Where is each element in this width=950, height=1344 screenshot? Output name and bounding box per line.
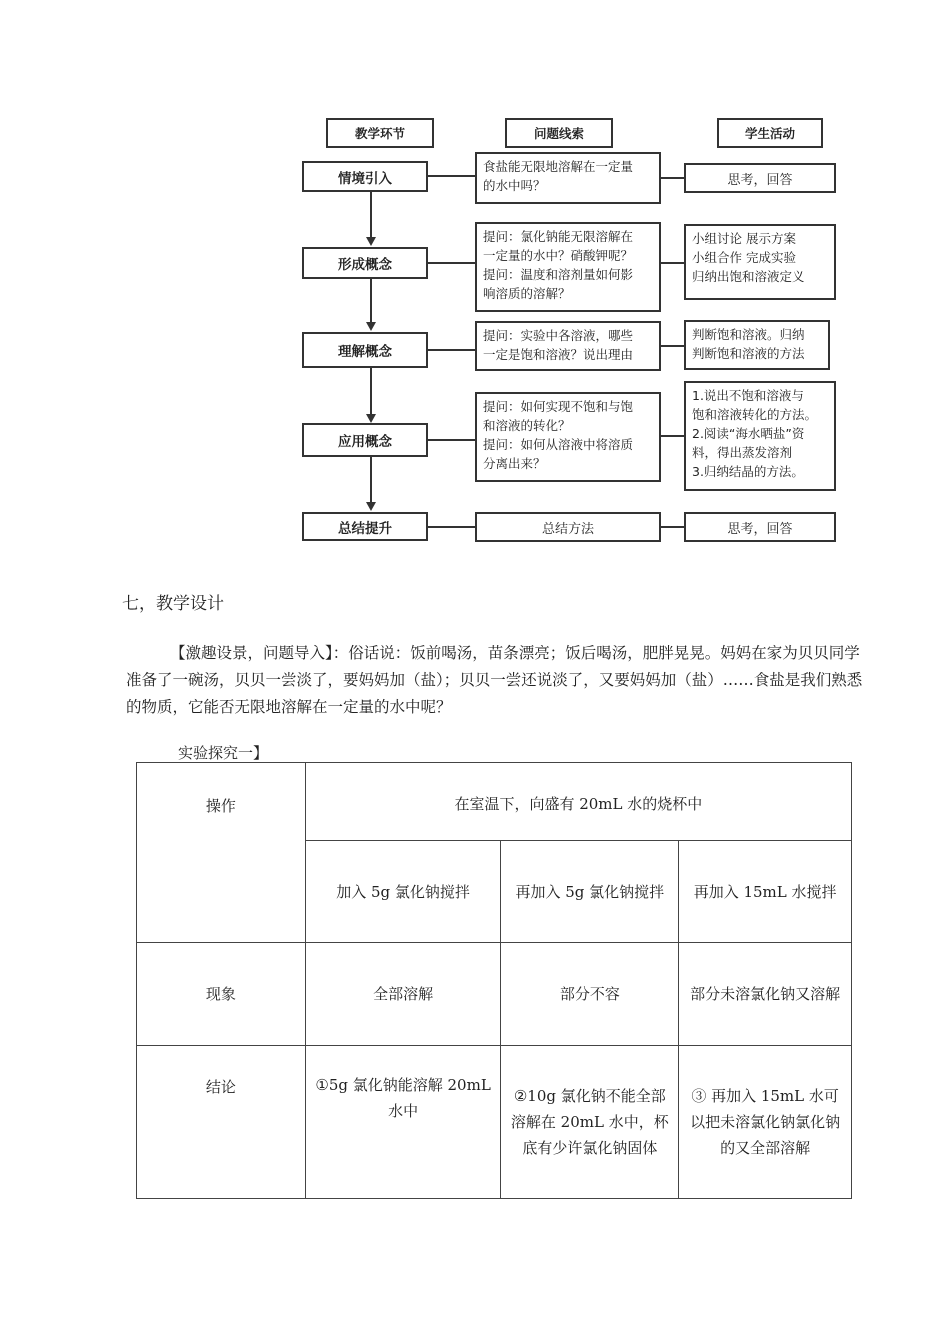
phenomenon-cell: 部分未溶氯化钠又溶解 (679, 943, 852, 1046)
phenomenon-label-cell: 现象 (137, 943, 306, 1046)
question-line: 提问：如何实现不饱和与饱 (483, 399, 634, 414)
question-box-3 (475, 321, 661, 371)
activity-line: 小组合作 完成实验 (692, 250, 796, 265)
question-line: 提问：如何从溶液中将溶质 (483, 437, 634, 452)
step-cell: 再加入 5g 氯化钠搅拌 (501, 841, 679, 943)
phenomenon-cell: 全部溶解 (305, 943, 501, 1046)
question-box-5 (475, 512, 661, 542)
table-caption: 实验探究一】 (178, 744, 269, 762)
table-row (137, 1046, 852, 1199)
conclusion-cell: ③ 再加入 15mL 水可以把未溶氯化钠氯化钠的又全部溶解 (679, 1046, 852, 1199)
activity-line: 2.阅读“海水晒盐”资 (692, 426, 805, 441)
question-line: 食盐能无限地溶解在一定量 (483, 159, 634, 174)
activity-line: 1.说出不饱和溶液与 (692, 388, 804, 403)
stage-summary: 总结提升 (302, 512, 428, 541)
question-box-1 (475, 152, 661, 204)
stage-situation-intro: 情境引入 (302, 161, 428, 192)
phenomenon-cell: 部分不容 (501, 943, 679, 1046)
intro-paragraph: 【激趣设景，问题导入】：俗话说：饭前喝汤，苗条漂亮；饭后喝汤，肥胖晃晃。妈妈在家为贝贝同学准备了一碗汤，贝贝一尝淡了，要妈妈加（盐）；贝贝一尝还说淡了，又要妈妈加（盐）……食盐是我们熟悉的物质，它能否无限地溶解在一定量的水中呢？ (126, 644, 863, 716)
activity-box-4 (684, 381, 836, 491)
stage-understand-concept: 理解概念 (302, 332, 428, 368)
step-cell: 加入 5g 氯化钠搅拌 (305, 841, 501, 943)
header-question-clue: 问题线索 (505, 118, 613, 148)
question-box-2 (475, 222, 661, 312)
activity-box-2 (684, 224, 836, 300)
activity-line: 归纳出饱和溶液定义 (692, 269, 805, 284)
conclusion-label-cell: 结论 (137, 1046, 306, 1199)
conclusion-cell: ②10g 氯化钠不能全部溶解在 20mL 水中，杯底有少许氯化钠固体 (501, 1046, 679, 1199)
question-line: 总结方法 (541, 521, 594, 537)
activity-line: 3.归纳结晶的方法。 (692, 464, 804, 479)
experiment-table (136, 762, 852, 1199)
activity-line: 思考，回答 (727, 521, 793, 537)
operation-header-cell: 在室温下，向盛有 20mL 水的烧杯中 (305, 763, 851, 841)
activity-line: 判断饱和溶液的方法 (692, 346, 805, 361)
activity-line: 判断饱和溶液。归纳 (692, 327, 805, 342)
section-title: 七，教学设计 (122, 594, 224, 614)
activity-line: 思考，回答 (727, 172, 793, 188)
stage-apply-concept: 应用概念 (302, 423, 428, 457)
question-line: 分离出来？ (483, 456, 546, 471)
question-line: 提问：实验中各溶液，哪些 (483, 328, 634, 343)
table-row (137, 943, 852, 1046)
question-line: 和溶液的转化？ (483, 418, 571, 433)
conclusion-cell: ①5g 氯化钠能溶解 20mL 水中 (305, 1046, 501, 1199)
operation-label-cell: 操作 (137, 763, 306, 943)
header-teaching-stage: 教学环节 (326, 118, 434, 148)
question-line: 响溶质的溶解？ (483, 286, 571, 301)
step-cell: 再加入 15mL 水搅拌 (679, 841, 852, 943)
table-row (137, 763, 852, 841)
activity-line: 料，得出蒸发溶剂 (692, 445, 793, 460)
activity-line: 小组讨论 展示方案 (692, 231, 796, 246)
question-line: 一定量的水中？硝酸钾呢？ (483, 248, 634, 263)
activity-line: 饱和溶液转化的方法。 (692, 407, 818, 422)
activity-box-5 (684, 512, 836, 542)
question-line: 一定是饱和溶液？说出理由 (483, 347, 634, 362)
stage-form-concept: 形成概念 (302, 247, 428, 279)
question-line: 提问：氯化钠能无限溶解在 (483, 229, 634, 244)
question-line: 的水中吗？ (483, 178, 546, 193)
question-line: 提问：温度和溶剂量如何影 (483, 267, 634, 282)
question-box-4 (475, 392, 661, 482)
activity-box-3 (684, 320, 830, 370)
activity-box-1 (684, 163, 836, 193)
header-student-activity: 学生活动 (717, 118, 823, 148)
